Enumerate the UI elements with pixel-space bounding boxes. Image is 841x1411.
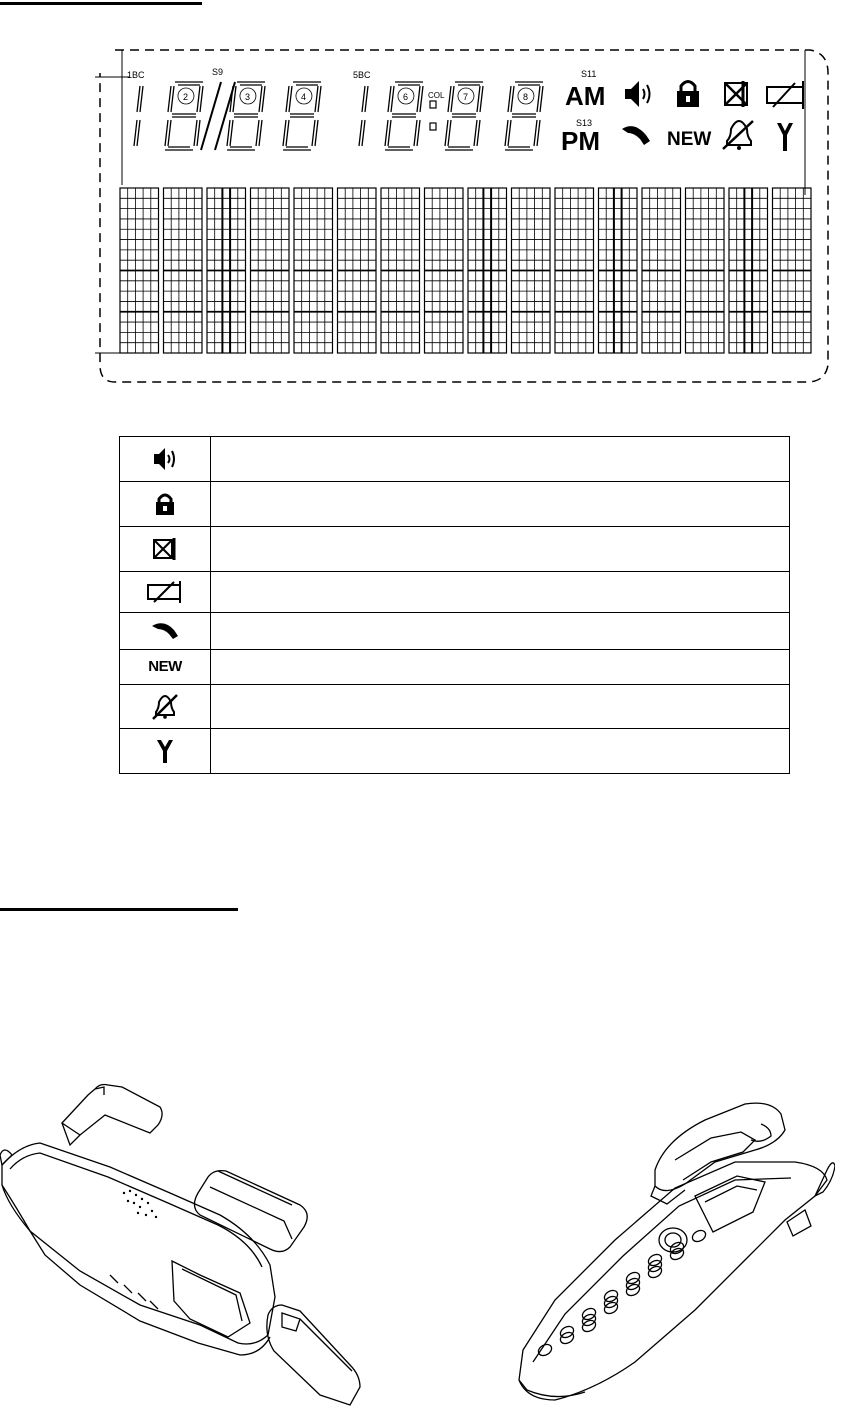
label-s9: S9 [212, 67, 224, 77]
section-heading-underline-top [0, 2, 202, 5]
matrix-character-cell [512, 188, 551, 353]
legend-description [211, 482, 790, 527]
section-heading-underline-middle [0, 908, 238, 911]
label-5bc: 5BC [353, 70, 371, 80]
legend-description [211, 650, 790, 685]
legend-row-new [120, 650, 790, 685]
am-indicator: AM [565, 81, 606, 111]
matrix-character-cell [251, 188, 290, 353]
legend-description [211, 527, 790, 572]
matrix-character-cell [120, 188, 159, 353]
legend-description [211, 685, 790, 729]
label-s11: S11 [581, 69, 597, 79]
lcd-digit-number: 4 [300, 92, 306, 102]
lcd-digit-number: 8 [522, 92, 528, 102]
matrix-character-cell [642, 188, 681, 353]
legend-row-speaker [120, 437, 790, 482]
label-s13: S13 [576, 118, 593, 128]
matrix-character-cell [555, 188, 594, 353]
lcd-digit [445, 82, 483, 150]
handset-icon [150, 622, 180, 640]
ringer-off-icon [152, 694, 178, 720]
antenna-icon [155, 738, 175, 764]
matrix-character-cell [338, 188, 377, 353]
matrix-character-cell [468, 188, 507, 353]
colon-lower [430, 123, 436, 130]
label-col: COL [428, 91, 445, 100]
label-1bc: 1BC [127, 70, 145, 80]
lcd-digit-number: 3 [244, 92, 250, 102]
lcd-digit-number: 6 [402, 92, 408, 102]
dot-matrix-area [120, 188, 811, 353]
new-indicator: NEW [667, 129, 712, 150]
lcd-digit-number: 7 [462, 92, 468, 102]
lcd-display-diagram [95, 45, 830, 385]
lock-icon [677, 82, 699, 108]
ringer-off-icon [723, 121, 753, 150]
matrix-character-cell [164, 188, 203, 353]
antenna-icon [777, 123, 793, 151]
matrix-character-cell [729, 188, 768, 353]
legend-row-handset [120, 613, 790, 650]
matrix-character-cell [686, 188, 725, 353]
muted-speaker-icon [725, 81, 747, 107]
legend-row-ringer-off [120, 685, 790, 729]
legend-description [211, 613, 790, 650]
lcd-digit [227, 82, 265, 150]
legend-row-battery [120, 572, 790, 613]
legend-description [211, 572, 790, 613]
lcd-digit [359, 86, 368, 146]
handset-cover-drawing [515, 1100, 835, 1405]
lcd-digit [283, 82, 321, 150]
lcd-digit [165, 82, 203, 150]
legend-description [211, 729, 790, 774]
icon-legend-table [119, 436, 790, 774]
matrix-character-cell [381, 188, 420, 353]
lcd-digit [505, 82, 543, 150]
lcd-digit-number: 2 [182, 92, 188, 102]
matrix-character-cell [599, 188, 638, 353]
pm-indicator: PM [561, 126, 600, 156]
speaker-icon [625, 81, 650, 107]
keypad-key [536, 1342, 553, 1358]
legend-row-muted [120, 527, 790, 572]
lcd-digit [134, 86, 143, 146]
muted-speaker-icon [152, 537, 178, 561]
keypad-key [690, 1228, 707, 1244]
legend-description [211, 437, 790, 482]
battery-empty-icon [146, 580, 184, 604]
matrix-character-cell [294, 188, 333, 353]
speaker-icon [152, 446, 178, 472]
matrix-character-cell [425, 188, 464, 353]
battery-empty-icon [767, 81, 803, 109]
legend-row-antenna [120, 729, 790, 774]
lock-icon [153, 492, 177, 516]
handset-icon [622, 126, 650, 145]
colon-upper [430, 101, 436, 108]
new-badge: NEW [148, 658, 182, 675]
matrix-character-cell [773, 188, 812, 353]
battery-installation-drawing [0, 1075, 370, 1410]
legend-row-lock [120, 482, 790, 527]
matrix-character-cell [207, 188, 246, 353]
lcd-digit [385, 82, 423, 150]
